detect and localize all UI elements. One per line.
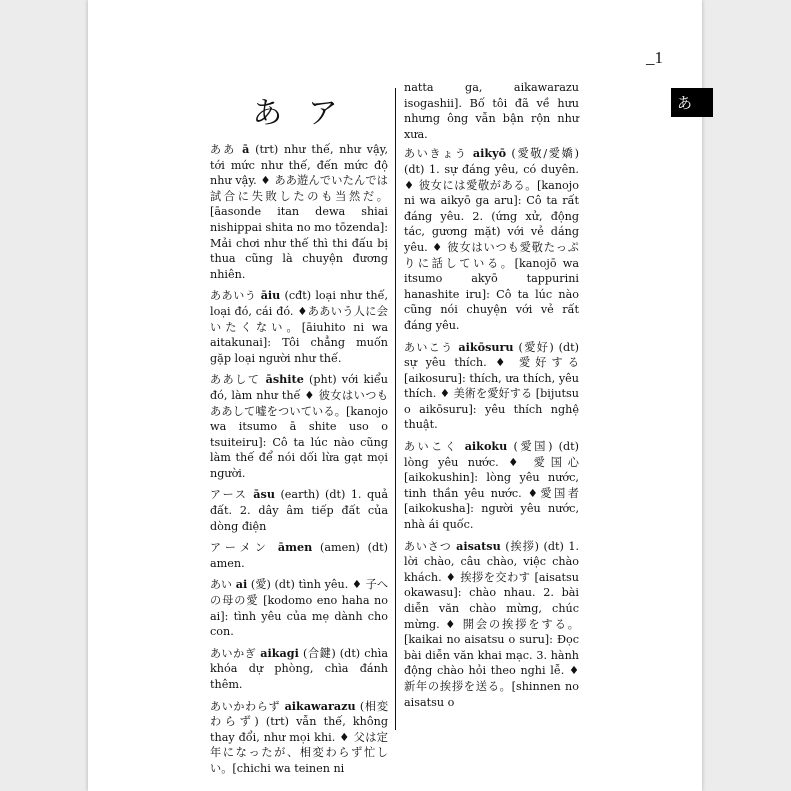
entry-definition: (愛好) (dt) sự yêu thích. ♦ 愛好する [aikosuru]: thích, ưa thích, yêu thích. ♦ 美術を愛好する [bijutsu o aikōsuru]: yêu thích nghệ thuật. — [404, 340, 580, 432]
dictionary-entry — [210, 540, 388, 571]
entry-romaji: aikagi — [260, 645, 299, 660]
entry-definition: (trt) như thế, như vậy, tới mức như thế, đến mức độ như vậy. ♦ ああ遊んでいたんでは試合に失敗したのも当然だ。[āasonde itan dewa shiai nishippai shita no mo tōzenda]: Mải chơi như thế thì thi đấu bị thua cũng là chuyện đương nhiên. — [210, 143, 389, 281]
entry-romaji: aikawarazu — [284, 698, 356, 713]
column-divider — [395, 88, 396, 730]
right-column — [404, 81, 580, 736]
dictionary-entry — [404, 340, 579, 434]
entry-headword: ああいう — [210, 289, 257, 303]
dictionary-entry — [210, 372, 388, 481]
entry-romaji: āsu — [253, 487, 275, 502]
entry-definition: (amen) (dt) amen. — [210, 541, 389, 570]
entry-definition: (愛) (dt) tình yêu. ♦ 子への母の愛 [kodomo eno haha no ai]: tình yêu của mẹ dành cho con. — [210, 578, 389, 639]
entry-romaji: aisatsu — [456, 538, 501, 553]
entry-definition: (愛国) (dt) lòng yêu nước. ♦ 愛国心 [aikokushin]: lòng yêu nước, tinh thần yêu nước. ♦愛国者 [aikokusha]: người yêu nước, nhà ái quốc. — [404, 440, 580, 532]
entry-definition: (earth) (dt) 1. quả đất. 2. dây âm tiếp đất của dòng điện — [210, 488, 388, 533]
left-column — [210, 88, 389, 775]
entry-headword: あいかぎ — [210, 646, 257, 660]
right-entry-list — [404, 146, 579, 710]
entry-romaji: aikōsuru — [458, 339, 514, 354]
dictionary-entry — [210, 288, 388, 366]
entry-romaji: aikyō — [472, 146, 507, 161]
entry-headword: あいさつ — [404, 539, 452, 553]
page-number: _1 — [646, 48, 663, 67]
entry-headword: あい — [210, 578, 233, 592]
entry-definition: (愛敬/愛嬌) (dt) 1. sự đáng yêu, có duyên. ♦ 彼女には愛敬がある。[kanojo ni wa aikyō ga aru]: Cô ta rất đáng yêu. 2. (ứng xử, động tác, gương mặt) với vẻ dáng yêu. ♦ 彼女はいつも愛敬たっぷりに話している。[kanojō wa itsumo akyō tappurini hanashite iru]: Cô ta lúc nào cũng nói chuyện với vẻ rất đáng yêu. — [404, 147, 579, 332]
entry-headword: アース — [210, 488, 248, 502]
entry-definition: (cđt) loại như thế, loại đó, cái đó. ♦ああいう人に会いたくない。[āiuhito ni wa aitakunai]: Tôi chẳng muốn gặp loại người như thế. — [210, 289, 389, 365]
entry-headword: ああして — [210, 373, 261, 387]
entry-romaji: āiu — [260, 288, 281, 303]
entry-headword: あいきょう — [404, 147, 468, 161]
dictionary-entry — [210, 699, 388, 777]
entry-romaji: āmen — [277, 540, 313, 555]
entry-headword: あいこう — [404, 340, 454, 354]
entry-headword: あいかわらず — [210, 699, 281, 713]
entry-headword: ああ — [210, 143, 237, 156]
dictionary-entry — [210, 142, 388, 282]
dictionary-entry — [210, 646, 388, 693]
section-thumb-tab: あ — [671, 88, 713, 117]
entry-definition: (pht) với kiểu đó, làm như thế ♦ 彼女はいつもああして嘘をついている。[kanojo wa itsumo ā shite uso o tsuiteiru]: Cô ta lúc nào cũng làm thế để nói dối lừa gạt mọi người. — [210, 373, 388, 480]
entry-headword: あいこく — [404, 440, 459, 454]
dictionary-entry — [404, 539, 579, 711]
entry-headword: アーメン — [210, 541, 271, 555]
entry-romaji: ai — [235, 577, 248, 592]
dictionary-entry — [210, 577, 388, 639]
entry-romaji: āshite — [265, 372, 304, 387]
dictionary-entry — [404, 439, 579, 533]
entry-romaji: aikoku — [464, 439, 508, 454]
entry-definition: (挨拶) (dt) 1. lời chào, câu chào, việc chào khách. ♦ 挨拶を交わす [aisatsu okawasu]: chào nhau. 2. bài diễn văn chào mừng, chúc mừng. ♦ 開会の挨拶をする。[kaikai no aisatsu o suru]: Đọc bài diễn văn khai mạc. 3. hành động chào hỏi theo nghi lễ. ♦ 新年の挨拶を送る。[shinnen no aisatsu o — [404, 539, 580, 709]
dictionary-entry — [404, 146, 579, 333]
continued-entry-text: natta ga, aikawarazu isogashii]. Bố tôi đã về hưu nhưng ông vẫn bận rộn như xưa. — [404, 81, 579, 141]
dictionary-entry — [210, 487, 388, 534]
entry-romaji: ā — [242, 142, 250, 156]
entry-definition: (合鍵) (dt) chìa khóa dự phòng, chìa đánh thêm. — [210, 646, 388, 691]
entry-definition: (相変わらず) (trt) vẫn thế, không thay đổi, như mọi khi. ♦ 父は定年になったが、相変わらず忙しい。[chichi wa teinen ni — [210, 699, 389, 775]
left-entry-list — [210, 142, 388, 777]
section-heading: あ ア — [252, 96, 346, 131]
